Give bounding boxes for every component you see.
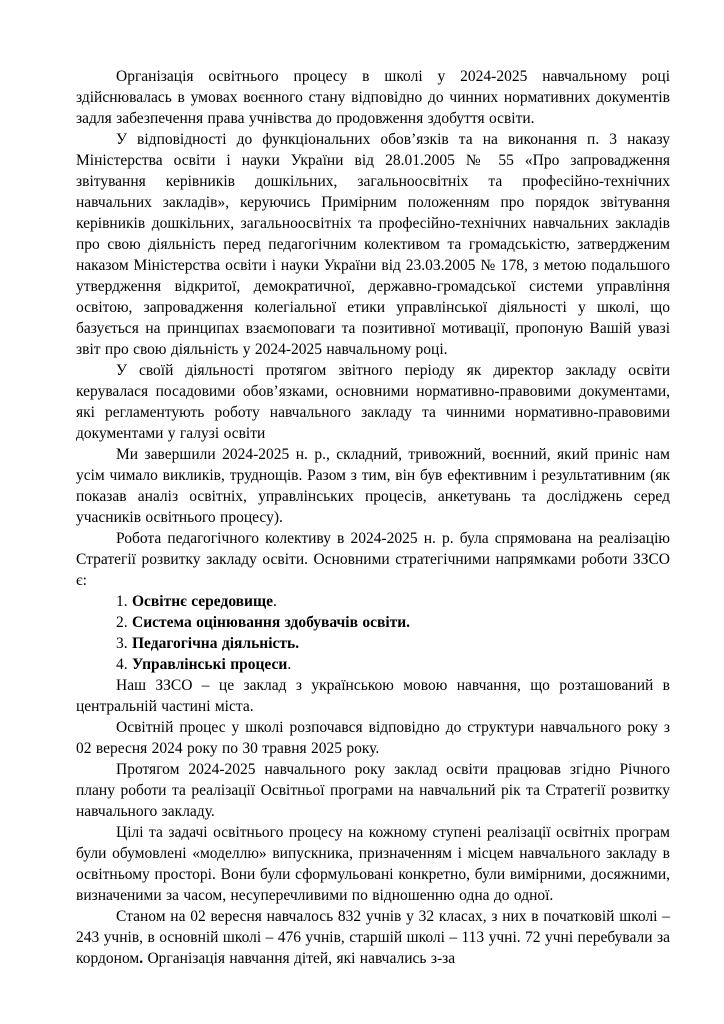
paragraph — [76, 66, 670, 129]
bold-text-run: . — [139, 950, 144, 967]
text-run: У відповідності до функціональних обов’язків та на виконання п. 3 наказу Міністерства освіти і науки України від 28.01.2005 № 55 «Про запровадження звітування керівників дошкільних, загальноосвітніх та професійно-технічних навчальних закладів», керуючись Примірним положенням про порядок звітування керівників дошкільних, загальноосвітніх та професійно-технічних навчальних закладів про свою діяльність перед педагогічним колективом та громадськістю, затвердженим наказом Міністерства освіти і науки України від 23.03.2005 № 178, з метою подальшого утвердження відкритої, демократичної, державно-громадської системи управління освітою, запровадження колегіальної етики управлінської діяльності у школі, що базується на принципах взаємоповаги та позитивної мотивації, пропоную Вашій увазі звіт про свою діяльність у 2024-2025 навчальному році. — [76, 131, 670, 358]
paragraph — [76, 906, 670, 969]
text-run: 2. — [116, 614, 132, 631]
paragraph — [76, 591, 670, 612]
paragraph — [76, 822, 670, 906]
text-run: 4. — [116, 656, 132, 673]
paragraph — [76, 759, 670, 822]
text-run: 3. — [116, 635, 132, 652]
paragraph — [76, 129, 670, 360]
text-run: Ми завершили 2024-2025 н. р., складний, тривожний, воєнний, який приніс нам усім чимало викликів, труднощів. Разом з тим, він був ефективним і результативним (як показав аналіз освітніх, управлінських процесів, анкетувань та досліджень серед учасників освітнього процесу). — [76, 446, 670, 526]
paragraph — [76, 675, 670, 717]
text-run: . — [272, 593, 277, 610]
text-run: У своїй діяльності протягом звітного періоду як директор закладу освіти керувалася посадовими обов’язками, основними нормативно-правовими документами, які регламентують роботу навчального закладу та чинними нормативно-правовими документами у галузі освіти — [76, 362, 670, 442]
paragraph — [76, 633, 670, 654]
paragraph — [76, 444, 670, 528]
text-run: Організація освітнього процесу в школі у 2024-2025 навчальному році здійснювалась в умовах воєнного стану відповідно до чинних нормативних документів задля забезпечення права учнівства до продовження здобуття освіти. — [76, 68, 670, 127]
text-run: 1. — [116, 593, 132, 610]
text-run: . — [287, 656, 292, 673]
paragraph — [76, 528, 670, 591]
text-run: Освітній процес у школі розпочався відповідно до структури навчального року з 02 вересня 2024 року по 30 травня 2025 року. — [76, 719, 670, 757]
text-run: Організація навчання дітей, які навчались з-за — [143, 950, 456, 967]
bold-text-run: Система оцінювання здобувачів освіти. — [132, 614, 411, 631]
document-body — [76, 66, 670, 969]
bold-text-run: Освітнє середовище — [132, 593, 273, 610]
text-run: Цілі та задачі освітнього процесу на кожному ступені реалізації освітніх програм були обумовлені «моделлю» випускника, призначенням і місцем навчального закладу в освітньому просторі. Вони були сформульовані конкретно, були вимірними, досяжними, визначеними за часом, несуперечливими по відношенню одна до одної. — [76, 824, 670, 904]
paragraph — [76, 360, 670, 444]
text-run: Наш ЗЗСО – це заклад з українською мовою навчання, що розташований в центральній частині міста. — [76, 677, 670, 715]
bold-text-run: Педагогічна діяльність. — [132, 635, 300, 652]
paragraph — [76, 612, 670, 633]
text-run: Робота педагогічного колективу в 2024-2025 н. р. була спрямована на реалізацію Стратегії розвитку закладу освіти. Основними стратегічними напрямками роботи ЗЗСО є: — [76, 530, 670, 589]
text-run: Протягом 2024-2025 навчального року заклад освіти працював згідно Річного плану роботи та реалізації Освітньої програми на навчальний рік та Стратегії розвитку навчального закладу. — [76, 761, 670, 820]
text-run: Станом на 02 вересня навчалось 832 учнів у 32 класах, з них в початковій школі – 243 учнів, в основній школі – 476 учнів, старшій школі – 113 учні. 72 учні перебували за кордоном — [76, 908, 670, 967]
paragraph — [76, 717, 670, 759]
paragraph — [76, 654, 670, 675]
bold-text-run: Управлінські процеси — [132, 656, 288, 673]
